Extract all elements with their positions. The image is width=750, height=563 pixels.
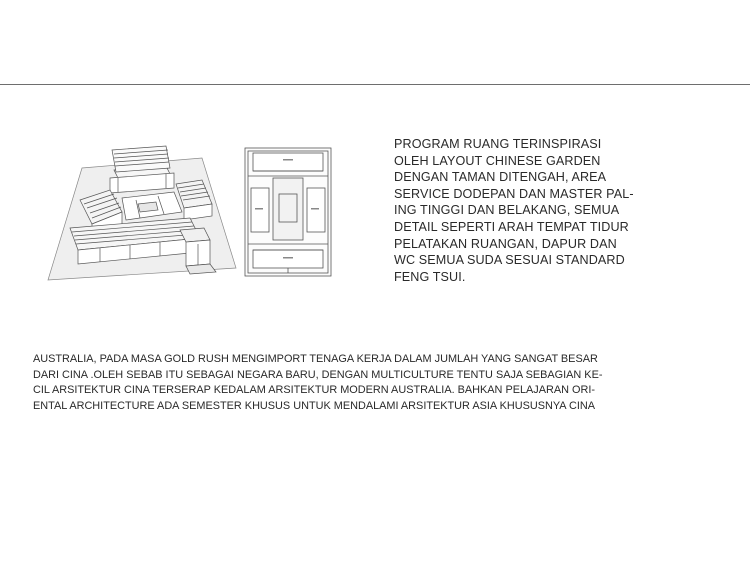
courtyard-house-isometric-drawing [40, 140, 240, 288]
body-paragraph [33, 352, 658, 414]
program-line: DENGAN TAMAN DITENGAH, AREA [394, 170, 607, 185]
program-line: FENG TSUI. [394, 269, 466, 284]
paragraph-line: AUSTRALIA, PADA MASA GOLD RUSH MENGIMPORT TENAGA KERJA DALAM JUMLAH YANG SANGAT BESAR [33, 353, 598, 365]
program-line: OLEH LAYOUT CHINESE GARDEN [394, 153, 601, 168]
program-line: WC SEMUA SUDA SESUAI STANDARD [394, 253, 625, 268]
top-divider [0, 84, 750, 85]
paragraph-line: DARI CINA .OLEH SEBAB ITU SEBAGAI NEGARA BARU, DENGAN MULTICULTURE TENTU SAJA SEBAGIAN KE- [33, 368, 603, 381]
paragraph-line: ENTAL ARCHITECTURE ADA SEMESTER KHUSUS UNTUK MENDALAMI ARSITEKTUR ASIA KHUSUSNYA CINA [33, 399, 595, 412]
program-description [394, 136, 654, 285]
program-line: PROGRAM RUANG TERINSPIRASI [394, 137, 602, 151]
courtyard-house-floor-plan [243, 146, 333, 278]
program-line: SERVICE DODEPAN DAN MASTER PAL- [394, 186, 634, 201]
program-line: ING TINGGI DAN BELAKANG, SEMUA [394, 203, 620, 218]
program-line: PELATAKAN RUANGAN, DAPUR DAN [394, 236, 617, 251]
program-line: DETAIL SEPERTI ARAH TEMPAT TIDUR [394, 219, 629, 234]
paragraph-line: CIL ARSITEKTUR CINA TERSERAP KEDALAM ARSITEKTUR MODERN AUSTRALIA. BAHKAN PELAJARAN ORI- [33, 384, 596, 397]
